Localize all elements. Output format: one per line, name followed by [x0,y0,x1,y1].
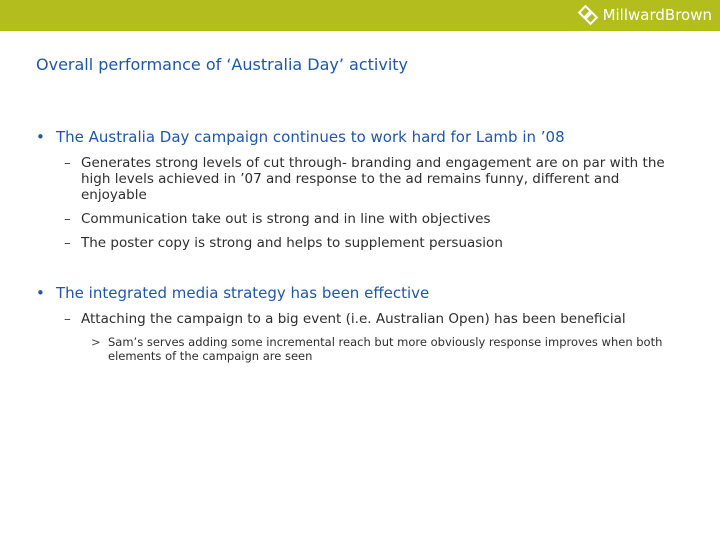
bullet-2-sub-1-marker: – [64,311,71,327]
bullet-1-sub-3 [36,235,666,251]
brand-name-part2: Brown [664,6,712,24]
bullet-1-sub-3-text: The poster copy is strong and helps to supplement persuasion [81,235,503,251]
brand-name-part1: Millward [602,6,665,24]
bullet-2-text: The integrated media strategy has been effective [56,284,430,302]
bullet-1-sub-1-text: Generates strong levels of cut through- branding and engagement are on par with the high levels achieved in ’07 and response to the ad remains funny, different and enjoyable [81,155,665,203]
bullet-2-sub-1-text: Attaching the campaign to a big event (i.e. Australian Open) has been beneficial [81,311,626,327]
brand-logo [577,4,712,26]
bullet-1-sub-2-text: Communication take out is strong and in line with objectives [81,211,491,227]
bullet-1 [36,128,676,147]
header-bar [0,0,720,31]
slide-title: Overall performance of ‘Australia Day’ activity [36,55,409,74]
bullet-2-sub-1-sub-1 [36,335,668,363]
bullet-1-text: The Australia Day campaign continues to work hard for Lamb in ’08 [56,128,565,146]
bullet-1-sub-1-marker: – [64,155,71,171]
bullet-2-sub-1-sub-1-marker: > [91,335,101,349]
bullet-2-sub-1 [36,311,666,327]
bullet-2 [36,284,676,303]
bullet-2-sub-1-sub-1-text: Sam’s serves adding some incremental reach but more obviously response improves when both elements of the campaign are seen [108,335,663,363]
bullet-2-marker: • [36,284,45,302]
bullet-1-marker: • [36,128,45,146]
bullet-1-sub-3-marker: – [64,235,71,251]
bullet-1-sub-2-marker: – [64,211,71,227]
bullet-1-sub-2 [36,211,666,227]
bullet-1-sub-1 [36,155,666,203]
slide-content [36,128,676,363]
millward-brown-logo-icon [577,4,599,26]
brand-name [603,6,712,24]
spacer [36,251,676,284]
